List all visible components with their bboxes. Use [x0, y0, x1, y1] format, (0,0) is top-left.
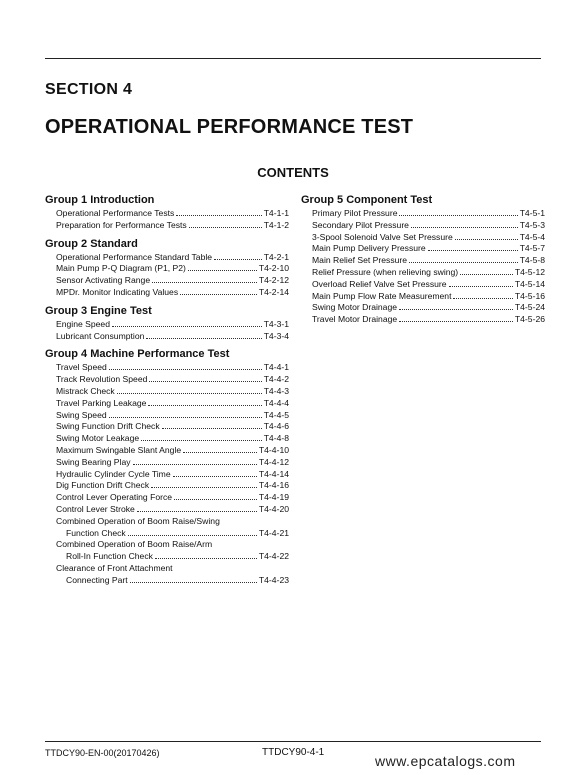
toc-page-number: T4-4-21	[258, 527, 289, 538]
toc-entry[interactable]	[45, 457, 289, 469]
toc-entry[interactable]	[301, 302, 545, 314]
toc-page-number: T4-3-4	[263, 330, 289, 341]
toc-page-number: T4-4-4	[263, 397, 289, 408]
toc-entry[interactable]	[45, 410, 289, 422]
dot-leader	[428, 250, 518, 251]
toc-column-right	[301, 193, 545, 331]
dot-leader	[151, 487, 257, 488]
bottom-rule	[45, 741, 541, 742]
toc-entry[interactable]	[45, 421, 289, 433]
toc-entry-line	[56, 275, 289, 287]
toc-group	[301, 193, 545, 326]
dot-leader	[180, 294, 257, 295]
toc-entry-line	[56, 331, 289, 343]
toc-entry-line	[56, 410, 289, 422]
toc-entry-title: Travel Parking Leakage	[56, 397, 147, 408]
toc-entry[interactable]	[45, 516, 289, 540]
toc-entry-line	[56, 433, 289, 445]
toc-page-number: T4-4-14	[258, 468, 289, 479]
toc-entry-line	[56, 563, 289, 575]
toc-entry-line	[56, 421, 289, 433]
toc-page-number: T4-4-6	[263, 421, 289, 432]
toc-entry[interactable]	[45, 469, 289, 481]
dot-leader	[455, 239, 518, 240]
toc-entry[interactable]	[301, 314, 545, 326]
dot-leader	[449, 286, 513, 287]
toc-entry-title: Dig Function Drift Check	[56, 480, 150, 491]
toc-entry-line	[312, 279, 545, 291]
toc-entry-line	[56, 516, 289, 528]
toc-entry-title: Main Relief Set Pressure	[312, 255, 408, 266]
toc-entry-title: Lubricant Consumption	[56, 330, 145, 341]
toc-page-number: T4-4-19	[258, 492, 289, 503]
toc-entry-title: MPDr. Monitor Indicating Values	[56, 286, 179, 297]
dot-leader	[189, 227, 262, 228]
toc-entry-title: Sensor Activating Range	[56, 275, 151, 286]
toc-entry-title: Operational Performance Tests	[56, 208, 175, 218]
toc-entry-line	[312, 291, 545, 303]
toc-entry-line	[56, 208, 289, 220]
toc-entry-line	[56, 220, 289, 232]
toc-entry-title: Combined Operation of Boom Raise/Arm	[56, 539, 213, 550]
toc-page-number: T4-5-7	[519, 243, 545, 254]
dot-leader	[176, 215, 261, 216]
toc-entry[interactable]	[301, 255, 545, 267]
toc-entry-line	[312, 243, 545, 255]
toc-entry-title: Control Lever Operating Force	[56, 492, 173, 503]
footer-doc-code: TTDCY90-EN-00(20170426)	[45, 748, 160, 758]
toc-page-number: T4-5-8	[519, 255, 545, 266]
toc-entry[interactable]	[45, 362, 289, 374]
toc-entry-title: Preparation for Performance Tests	[56, 219, 187, 230]
toc-entry-line	[56, 539, 289, 551]
toc-entry-title: Operational Performance Standard Table	[56, 251, 213, 262]
top-rule	[45, 58, 541, 59]
dot-leader	[188, 270, 257, 271]
dot-leader	[173, 476, 257, 477]
toc-entry-title: Hydraulic Cylinder Cycle Time	[56, 468, 171, 479]
toc-entry[interactable]	[45, 220, 289, 232]
toc-entry-title: Primary Pilot Pressure	[312, 208, 398, 218]
toc-entry-line	[312, 220, 545, 232]
toc-entry[interactable]	[45, 319, 289, 331]
dot-leader	[162, 428, 262, 429]
dot-leader	[460, 274, 513, 275]
toc-entry-title: Relief Pressure (when relieving swing)	[312, 266, 459, 277]
dot-leader	[152, 282, 257, 283]
toc-group	[45, 193, 289, 232]
group-title: Group 2 Standard	[45, 237, 138, 250]
toc-entry[interactable]	[301, 267, 545, 279]
toc-page-number: T4-5-24	[514, 302, 545, 313]
toc-entry-title: Swing Motor Leakage	[56, 433, 140, 444]
toc-entry[interactable]	[301, 243, 545, 255]
toc-entry-line	[56, 374, 289, 386]
dot-leader	[399, 309, 513, 310]
toc-page-number: T4-1-2	[263, 219, 289, 230]
toc-entry-line	[56, 386, 289, 398]
dot-leader	[141, 440, 262, 441]
dot-leader	[183, 452, 257, 453]
toc-group	[45, 237, 289, 299]
toc-entry[interactable]	[45, 252, 289, 264]
toc-page-number: T4-5-1	[519, 208, 545, 218]
toc-entry-line	[56, 319, 289, 331]
toc-page-number: T4-5-12	[514, 266, 545, 277]
toc-entry-line	[312, 232, 545, 244]
toc-entry-line	[312, 302, 545, 314]
toc-entry[interactable]	[45, 331, 289, 343]
section-label: SECTION 4	[45, 81, 133, 98]
toc-page-number: T4-4-1	[263, 362, 289, 373]
toc-entry-title: Function Check	[66, 527, 126, 538]
toc-entry-line	[312, 314, 545, 326]
toc-entry[interactable]	[45, 263, 289, 275]
toc-entry-line	[56, 398, 289, 410]
toc-entry-title: Connecting Part	[66, 574, 128, 585]
toc-entry-title: Overload Relief Valve Set Pressure	[312, 278, 447, 289]
toc-entry-line	[56, 551, 289, 563]
dot-leader	[130, 582, 257, 583]
toc-entry-title: Travel Motor Drainage	[312, 314, 398, 325]
toc-entry-line	[56, 445, 289, 457]
toc-entry-title: Maximum Swingable Slant Angle	[56, 444, 182, 455]
toc-page-number: T4-5-26	[514, 314, 545, 325]
toc-page-number: T4-4-10	[258, 444, 289, 455]
dot-leader	[128, 535, 257, 536]
dot-leader	[149, 381, 261, 382]
dot-leader	[117, 393, 262, 394]
toc-page-number: T4-4-16	[258, 480, 289, 491]
toc-page-number: T4-4-5	[263, 409, 289, 420]
dot-leader	[146, 338, 261, 339]
toc-page-number: T4-3-1	[263, 318, 289, 329]
toc-page-number: T4-2-12	[258, 275, 289, 286]
dot-leader	[399, 215, 517, 216]
page-title: OPERATIONAL PERFORMANCE TEST	[45, 116, 414, 138]
toc-entry[interactable]	[45, 275, 289, 287]
watermark: www.epcatalogs.com	[375, 753, 516, 769]
toc-entry[interactable]	[301, 232, 545, 244]
toc-page-number: T4-5-16	[514, 290, 545, 301]
toc-entry-line	[56, 492, 289, 504]
toc-entry-line	[56, 287, 289, 299]
dot-leader	[109, 369, 262, 370]
dot-leader	[137, 511, 257, 512]
toc-entry-title: Combined Operation of Boom Raise/Swing	[56, 515, 220, 526]
toc-entry-title: 3-Spool Solenoid Valve Set Pressure	[312, 231, 453, 242]
group-title: Group 3 Engine Test	[45, 304, 152, 317]
toc-entry-title: Engine Speed	[56, 318, 110, 329]
toc-entry[interactable]	[301, 279, 545, 291]
toc-entry-line	[56, 480, 289, 492]
dot-leader	[155, 558, 257, 559]
dot-leader	[409, 262, 518, 263]
toc-entry-title: Main Pump Flow Rate Measurement	[312, 290, 452, 301]
toc-entry-title: Control Lever Stroke	[56, 503, 135, 514]
contents-heading: CONTENTS	[257, 165, 329, 180]
toc-entry-line	[56, 362, 289, 374]
toc-entry[interactable]	[301, 208, 545, 220]
toc-entry[interactable]	[301, 220, 545, 232]
toc-entry-line	[56, 575, 289, 587]
toc-page-number: T4-4-2	[263, 374, 289, 385]
toc-entry[interactable]	[45, 398, 289, 410]
toc-entry-line	[56, 528, 289, 540]
toc-entry-title: Main Pump Delivery Pressure	[312, 243, 426, 254]
toc-group	[45, 347, 289, 586]
toc-group	[45, 304, 289, 343]
toc-entry-title: Roll-In Function Check	[66, 551, 153, 562]
group-title: Group 4 Machine Performance Test	[45, 348, 230, 361]
dot-leader	[109, 417, 262, 418]
toc-page-number: T4-4-8	[263, 433, 289, 444]
toc-page-number: T4-5-4	[519, 231, 545, 242]
group-title: Group 5 Component Test	[301, 194, 433, 206]
toc-entry[interactable]	[45, 287, 289, 299]
toc-page-number: T4-2-10	[258, 263, 289, 274]
toc-page-number: T4-4-3	[263, 385, 289, 396]
toc-entry[interactable]	[301, 291, 545, 303]
toc-page-number: T4-2-14	[258, 286, 289, 297]
dot-leader	[214, 259, 262, 260]
dot-leader	[453, 298, 512, 299]
group-title: Group 1 Introduction	[45, 194, 155, 206]
dot-leader	[399, 321, 513, 322]
toc-page-number: T4-4-12	[258, 456, 289, 467]
toc-page-number: T4-4-22	[258, 551, 289, 562]
toc-entry[interactable]	[45, 433, 289, 445]
toc-entry-title: Track Revolution Speed	[56, 374, 148, 385]
toc-page-number: T4-1-1	[263, 208, 289, 218]
dot-leader	[174, 499, 257, 500]
toc-page-number: T4-5-14	[514, 278, 545, 289]
toc-page-number: T4-5-3	[519, 219, 545, 230]
toc-entry-title: Swing Motor Drainage	[312, 302, 398, 313]
toc-entry-title: Secondary Pilot Pressure	[312, 219, 409, 230]
toc-page-number: T4-4-20	[258, 503, 289, 514]
toc-entry-line	[312, 255, 545, 267]
toc-entry[interactable]	[45, 492, 289, 504]
toc-entry[interactable]	[45, 563, 289, 587]
toc-entry-line	[312, 267, 545, 279]
footer-page-id: TTDCY90-4-1	[262, 747, 325, 758]
toc-entry-title: Main Pump P-Q Diagram (P1, P2)	[56, 263, 186, 274]
toc-entry-title: Travel Speed	[56, 362, 107, 373]
toc-entry[interactable]	[45, 539, 289, 563]
toc-entry-line	[56, 469, 289, 481]
toc-entry[interactable]	[45, 208, 289, 220]
toc-entry-line	[56, 263, 289, 275]
toc-entry-line	[312, 208, 545, 220]
toc-entry-title: Swing Speed	[56, 409, 107, 420]
toc-entry-title: Swing Bearing Play	[56, 456, 131, 467]
toc-column-left	[45, 193, 289, 592]
toc-entry[interactable]	[45, 374, 289, 386]
dot-leader	[112, 326, 262, 327]
toc-page-number: T4-2-1	[263, 251, 289, 262]
toc-entry[interactable]	[45, 445, 289, 457]
toc-page-number: T4-4-23	[258, 574, 289, 585]
toc-entry-title: Mistrack Check	[56, 385, 115, 396]
toc-entry[interactable]	[45, 386, 289, 398]
toc-entry-title: Swing Function Drift Check	[56, 421, 160, 432]
dot-leader	[411, 227, 518, 228]
toc-entry-line	[56, 457, 289, 469]
toc-entry-line	[56, 504, 289, 516]
toc-entry-title: Clearance of Front Attachment	[56, 562, 173, 573]
toc-entry[interactable]	[45, 480, 289, 492]
dot-leader	[133, 464, 257, 465]
dot-leader	[148, 405, 261, 406]
toc-entry-line	[56, 252, 289, 264]
toc-entry[interactable]	[45, 504, 289, 516]
